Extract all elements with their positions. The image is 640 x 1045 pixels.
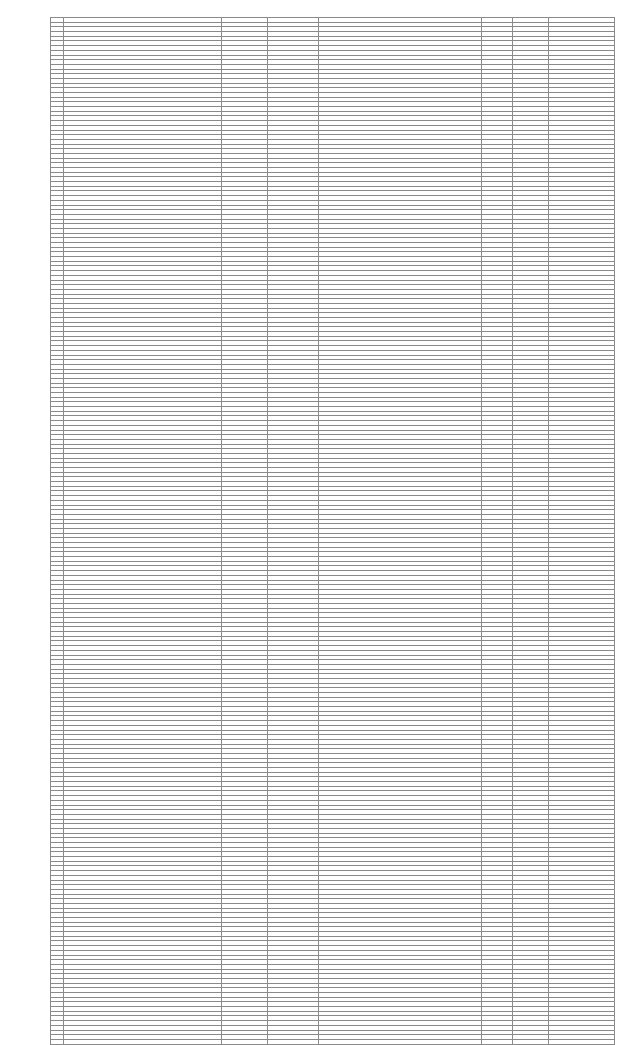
table-cell: [51, 1039, 64, 1044]
table-cell: [482, 1039, 513, 1044]
table-cell: [64, 1039, 222, 1044]
document-table: [50, 17, 615, 1045]
table-cell: [222, 1039, 268, 1044]
table-row: [51, 1039, 615, 1044]
table-cell: [268, 1039, 319, 1044]
table-body: [51, 18, 615, 1045]
table-cell: [549, 1039, 615, 1044]
table-cell: [513, 1039, 549, 1044]
table-cell: [319, 1039, 482, 1044]
